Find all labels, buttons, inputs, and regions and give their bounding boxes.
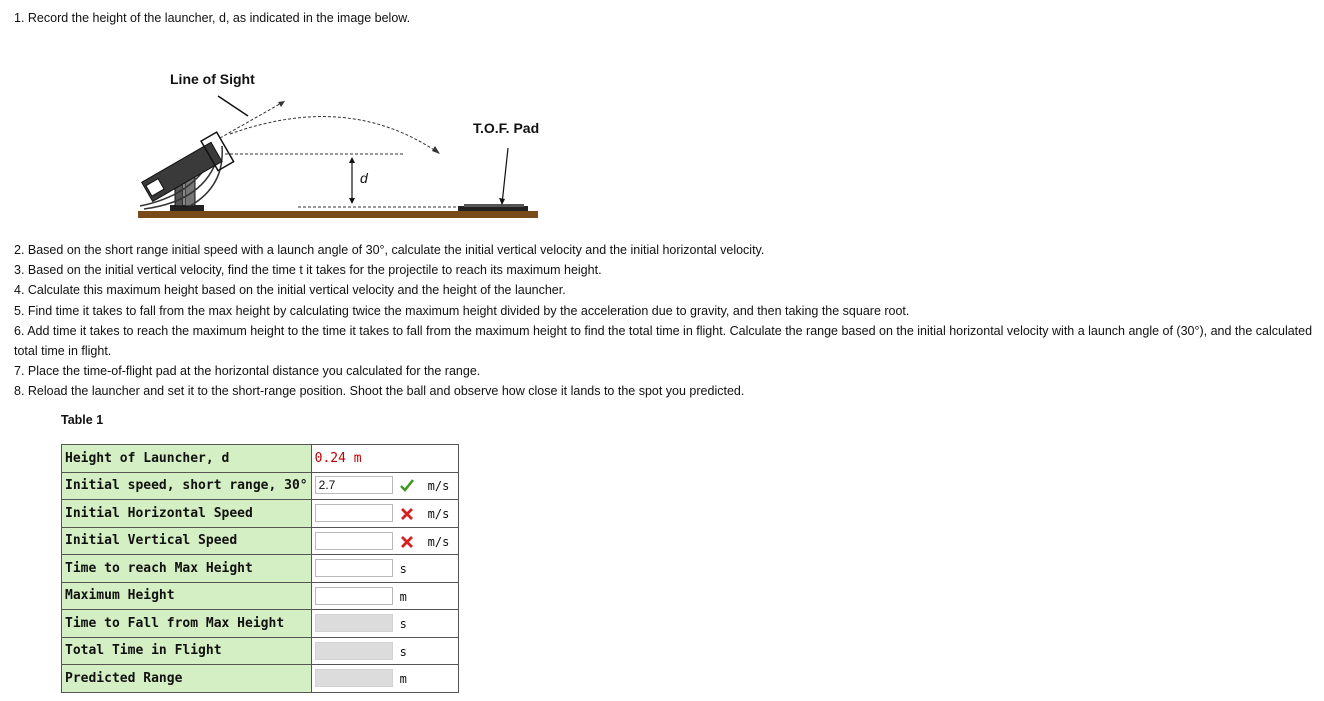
row-label: Total Time in Flight bbox=[62, 637, 312, 665]
table-row bbox=[62, 500, 459, 528]
table-row bbox=[62, 582, 459, 610]
table-caption: Table 1 bbox=[61, 413, 104, 427]
horizontal-speed-input[interactable] bbox=[315, 504, 393, 522]
step-3: 3. Based on the initial vertical velocity, find the time t it takes for the projectile to reach its maximum height. bbox=[14, 263, 602, 278]
unit-label: m/s bbox=[427, 507, 450, 521]
table-row bbox=[62, 527, 459, 555]
line-of-sight-pointer bbox=[218, 96, 248, 116]
table-row bbox=[62, 665, 459, 693]
cross-icon bbox=[399, 506, 415, 522]
row-label: Time to reach Max Height bbox=[62, 555, 312, 583]
check-icon bbox=[399, 477, 415, 493]
launcher-height-value: 0.24 m bbox=[314, 450, 362, 466]
line-of-sight-label: Line of Sight bbox=[170, 71, 255, 87]
data-table bbox=[61, 444, 459, 693]
table-row bbox=[62, 472, 459, 500]
total-time-input bbox=[315, 642, 393, 660]
unit-label: m bbox=[399, 672, 407, 686]
unit-label: m/s bbox=[427, 534, 450, 549]
row-label: Maximum Height bbox=[62, 582, 312, 610]
unit-label: s bbox=[399, 617, 407, 631]
row-label: Height of Launcher, d bbox=[62, 445, 312, 473]
step-5: 5. Find time it takes to fall from the max height by calculating twice the maximum height divided by the acceleration due to gravity, and then taking the square root. bbox=[14, 303, 910, 318]
unit-label: m bbox=[399, 589, 407, 604]
question-1-text: 1. Record the height of the launcher, d, as indicated in the image below. bbox=[14, 11, 411, 25]
unit-label: s bbox=[399, 562, 407, 576]
table-row bbox=[62, 555, 459, 583]
predicted-range-input bbox=[315, 669, 393, 687]
maximum-height-input[interactable] bbox=[315, 587, 393, 605]
time-to-fall-input bbox=[315, 614, 393, 632]
launcher-diagram bbox=[130, 66, 550, 226]
instruction-steps bbox=[14, 240, 1314, 402]
d-label: d bbox=[360, 170, 368, 186]
trajectory bbox=[230, 117, 440, 154]
row-label: Initial Vertical Speed bbox=[62, 527, 312, 555]
initial-speed-input[interactable]: 2.7 bbox=[315, 476, 393, 494]
unit-label: s bbox=[399, 644, 407, 659]
step-2: 2. Based on the short range initial speed with a launch angle of 30°, calculate the initial vertical velocity and the initial horizontal velocity. bbox=[14, 243, 765, 257]
vertical-speed-input[interactable] bbox=[315, 532, 393, 550]
launcher-illustration bbox=[130, 66, 550, 226]
row-label: Time to Fall from Max Height bbox=[62, 610, 312, 638]
ground bbox=[138, 211, 538, 218]
row-label: Predicted Range bbox=[62, 665, 312, 693]
table-row bbox=[62, 610, 459, 638]
step-6: 6. Add time it takes to reach the maximum height to the time it takes to fall from the maximum height to find the total time in flight. Calculate the range based on the initial horizontal velocity with a launch angle of (30°), and the calculated total time in flight. bbox=[14, 323, 1313, 359]
table-row bbox=[62, 637, 459, 665]
cross-icon bbox=[399, 534, 415, 550]
unit-label: m/s bbox=[427, 478, 450, 493]
row-label: Initial Horizontal Speed bbox=[62, 500, 312, 528]
time-to-max-height-input[interactable] bbox=[315, 559, 393, 577]
step-8: 8. Reload the launcher and set it to the short-range position. Shoot the ball and observe how close it lands to the spot you predicted. bbox=[14, 384, 745, 399]
row-label: Initial speed, short range, 30° bbox=[62, 472, 312, 500]
step-4: 4. Calculate this maximum height based on the initial vertical velocity and the height of the launcher. bbox=[14, 283, 566, 298]
table-row bbox=[62, 445, 459, 473]
tof-pad-label: T.O.F. Pad bbox=[473, 120, 540, 136]
step-7: 7. Place the time-of-flight pad at the horizontal distance you calculated for the range. bbox=[14, 364, 481, 379]
